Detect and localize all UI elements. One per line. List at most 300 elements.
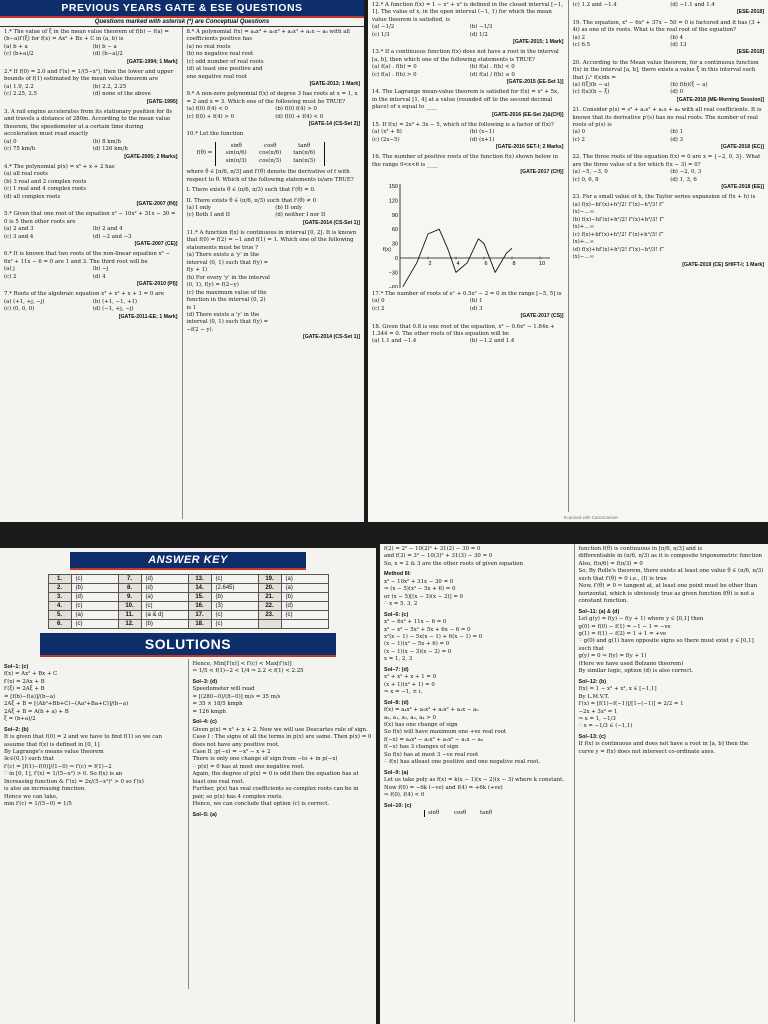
option-item: (b) 8 km/h [92, 138, 121, 145]
answer-value: (c) [211, 575, 258, 584]
exam-tag: [GATE-2005; 2 Marks] [124, 153, 178, 160]
solution-line: f(x) = a₄x⁴ + a₃x³ + a₂x² + a₁x − a₀ [384, 707, 479, 714]
question-options [4, 299, 178, 314]
answer-value: (d) [141, 584, 188, 593]
solution-line: f(x) = Ax² + Bx + C [4, 671, 58, 678]
answer-value: (c) [281, 611, 328, 620]
option-item: (c) odd number of real roots [186, 58, 264, 65]
question-item [4, 164, 178, 208]
answer-number: 2. [48, 584, 71, 593]
option-item: (b) 1 [469, 298, 483, 305]
question-item [573, 154, 765, 191]
option-item: (a) 2 and 3 [4, 226, 34, 233]
solution-line: 2Aξ + B = A(b + a) + B [4, 708, 69, 715]
solution-line: x³ − 6x² + 11x − 6 = 0 [384, 619, 447, 626]
question-item [573, 194, 765, 268]
question-text: 19. The equation, x³ − 6x² + 37x − 50 = 0 is factored and it has (3 + 4i) as one of its roots. What is the real root of the equation? [572, 19, 761, 34]
option-item: (a) 0 [372, 298, 385, 305]
solution-line: Again, the degree of p(x) = 0 is odd then the equation has at least one real root. [192, 771, 359, 785]
solution-line: ∴ x = 5, 3, 2 [384, 601, 418, 608]
solution-heading: Sol–13: (c) [578, 733, 606, 740]
question-text: 4.* The polynomial p(x) = x⁵ + x + 2 has [4, 163, 115, 170]
answer-value: (3) [211, 602, 258, 611]
solution-column-3 [380, 544, 574, 1022]
solution-line: x³ + x² + x + 1 = 0 [384, 674, 437, 681]
solution-line: f(x) = 1 − x² + x³, x ∈ [−1,1] [578, 686, 657, 693]
exam-tag: [GATE-1995] [146, 98, 178, 105]
option-item: (a) −5, −3, 0 [572, 169, 608, 176]
answer-number: 9. [118, 593, 141, 602]
determinant-cell: tan(π/3) [293, 157, 316, 164]
exam-tag: [GATE-2014 (CS-Set 1)] [303, 334, 360, 341]
answer-value: (b) [141, 620, 188, 629]
option-spacer [275, 312, 360, 334]
option-item: (d) none of the above [92, 91, 151, 98]
exam-tag: [GATE-1994; 1 Mark] [127, 58, 178, 65]
question-options [573, 169, 765, 184]
question-column-2 [182, 27, 365, 519]
option-spacer [93, 171, 178, 178]
question-options [372, 64, 564, 79]
question-text: 6.* It is known that two roots of the non-linear equation x³ − 6x² + 11x − 6 = 0 are 1 and 3. The third root will be [4, 251, 170, 265]
answer-number: 23. [258, 611, 281, 620]
y-tick-label: 60 [391, 226, 398, 233]
option-item: (c) 1/3 [372, 31, 390, 38]
option-item: (d) 3 [670, 136, 684, 143]
answer-value [281, 620, 328, 629]
exam-tag: [GATE-14 (CS-Set 2)] [308, 121, 360, 128]
question-item [4, 291, 178, 321]
x-tick-label: 4 [456, 260, 460, 267]
solution-line: (Here we have used Bolzano theorem) [578, 660, 684, 667]
page-title: PREVIOUS YEARS GATE & ESE QUESTIONS [0, 0, 364, 18]
solution-line: x³ − 10x² + 31x − 30 = 0 [384, 578, 454, 585]
option-spacer [275, 275, 360, 290]
option-item: (c) the maximum value of the function in the interval (0, 2) is 1 [186, 289, 267, 311]
solution-line: Let us take poly as f(x) = k(x − 1)(x − 2)(x − 3) where k constant. [384, 777, 565, 784]
option-item: (c) f(0) + f(4) > 0 [186, 113, 235, 120]
option-item: (d) f(0) + f(4) < 0 [275, 113, 324, 120]
question-text: 3. A rail engine accelerates from its stationary position for 8s and travels a distance of 280m. According to the mean value theorem, the speedometer at a certain time during acceleration must read exactly [4, 108, 173, 138]
answer-value: (c) [141, 602, 188, 611]
answer-value: (b) [281, 593, 328, 602]
question-text: 1.* The value of ξ in the mean value theorem of f(b) − f(a) = (b−a)f′(ξ) for f(x) = Ax² + Bx + C in (a, b) is [4, 29, 169, 43]
solution-line: ⇒ x = 1, −1/3 [578, 715, 616, 722]
question-text: 20. According to the Mean value theorem, for a continuous function f(x) in the interval [a, b], there exists a value ξ in this interval such that ∫ₐᵇ f(x)dx = [572, 59, 759, 81]
question-options [4, 226, 178, 241]
exam-tag: [GATE-2007 (CE)] [134, 241, 178, 248]
question-options [4, 84, 178, 99]
solution-line: = 126 kmph [192, 708, 227, 715]
option-spacer [275, 252, 360, 274]
answer-number: 7. [118, 575, 141, 584]
option-item: (b) −2, 0, 3 [670, 169, 702, 176]
option-item: (d) −2 and −3 [92, 233, 132, 240]
answer-value: (c) [211, 611, 258, 620]
option-item: (d) 4 [92, 273, 106, 280]
option-item: (d) 1, 3, 6 [670, 176, 697, 183]
solution-line: = 35 × 18/5 kmph [192, 701, 243, 708]
answer-value: (c) [211, 620, 258, 629]
question-text: 21. Consider p(s) = s³ + a₂s² + a₁s + a₀ with all real coefficients. It is known that its derivative p′(s) has no real roots. The number of real roots of p(s) is [572, 107, 762, 128]
question-item [4, 109, 178, 161]
determinant-cell: cos(π/6) [259, 150, 282, 157]
option-item: (c) (2x−5) [372, 136, 400, 143]
question-options [187, 44, 361, 81]
solution-line: is also an increasing function. [4, 786, 86, 793]
option-item: (a) j [4, 266, 15, 273]
question-text: 8.* A polynomial f(x) = a₄x⁴ + a₃x³ + a₂x² + a₁x − a₀ with all coefficients positive has [186, 29, 350, 43]
question-item [573, 60, 765, 104]
solution-line: g(1) = f(1) − f(2) = 1 + 1 = +ve [578, 630, 667, 637]
option-item: (b) f(b)(ξ − a) [670, 81, 708, 88]
solution-heading: Method III: [384, 571, 411, 578]
solutions-page-right [380, 544, 768, 1024]
solution-line: ∴ f(x) has atleast one positive and one negative real root. [384, 759, 541, 766]
y-tick-label: −60 [388, 284, 398, 288]
option-item: (b) For every 'y' in the interval (0, 1), f(y) = f(2−y) [186, 274, 270, 289]
question-text: 17.* The number of roots of eˣ + 0.5x² − 2 = 0 in the range [−5, 5] is [372, 291, 562, 298]
solution-heading: Sol–11: (a) & (d) [578, 608, 620, 615]
question-options [573, 202, 765, 262]
answer-value: (c) [71, 575, 118, 584]
question-item [4, 29, 178, 66]
solution-line: = [(280−0)/(8−0)] m/s = 35 m/s [192, 693, 281, 700]
question-item [187, 187, 361, 194]
question-text: 16. The number of positive roots of the function f(x) shown below in the range 0<x<6 is ____ [372, 154, 559, 168]
solution-line: It is given that f(0) = 2 and we have to find f(1) so we can assume that f(x) is defined in [0, 1] [4, 734, 162, 748]
solution-line: Hence, Min[f′(x)] < f′(c) < Max[f′(x)] [192, 661, 292, 667]
question-text: 18. Given that 0.8 is one root of the equation, x³ − 0.6x² − 1.84x + 1.344 = 0. The other roots of this equation will be [372, 323, 555, 337]
exam-tag: [ESE-2018] [736, 49, 764, 56]
solution-line: Speedometer will read [192, 686, 255, 693]
option-item: (b) −j [92, 266, 109, 273]
option-item: (b) 3 real and 2 complex roots [4, 178, 87, 185]
exam-tag: [GATE-2015 (EE-Set 1)] [506, 79, 564, 86]
question-item [372, 291, 564, 321]
option-item: (c) Both I and II [186, 212, 230, 219]
solution-line: Let g(y) = f(y) − f(y + 1) where y ∈ [0,1] then [578, 616, 704, 623]
solution-line: function f(θ) is continuous in [π/6, π/3] and is [578, 546, 703, 552]
solution-line: So f(x) will have maximum one +ve real root [384, 729, 506, 736]
answer-number: 12. [118, 620, 141, 629]
exam-tag: [GATE-2007 (IN)] [136, 201, 178, 208]
option-item: (d) all complex roots [4, 193, 61, 200]
option-item: (c) f(a)(b − ξ) [572, 89, 610, 96]
option-item: (b) 4 [670, 34, 684, 41]
answer-row [48, 593, 328, 602]
answer-number: 8. [118, 584, 141, 593]
question-options [372, 129, 564, 144]
solution-line: f(x) has one change of sign [384, 721, 458, 728]
question-column-3 [368, 0, 568, 512]
question-item [573, 20, 765, 57]
answer-number [258, 620, 281, 629]
option-item: (d) at least one positive and one negative real root [186, 66, 263, 80]
determinant-cell: cosθ [264, 142, 277, 149]
question-column-4 [568, 0, 768, 512]
scanner-watermark: Scanned with CamScanner [563, 515, 618, 520]
question-text: 10.* Let the function [186, 131, 244, 138]
option-item: (b) f(x)−hf′(x)+h²/2! f″(x)+h³/3! f‴(x)+…∞ [572, 216, 665, 231]
solution-line: a₀, a₁, a₂, a₃, a₄ > 0 [384, 714, 436, 721]
y-axis-label: f(x) [383, 246, 391, 253]
determinant-block [197, 142, 361, 166]
graph-holder [382, 180, 564, 291]
question-text: 11.* A function f(x) is continuous in interval [0, 2]. It is known that f(0) = f(2) = −1 and f(1) = 1. Which one of the following statements must be true ? [186, 230, 357, 251]
option-spacer [275, 59, 360, 66]
option-item: (b) b − a [92, 43, 117, 50]
x-tick-label: 2 [428, 260, 432, 267]
solution-heading: Sol–12: (b) [578, 678, 607, 685]
solution-column-1 [0, 659, 188, 989]
option-item: (d) 0 [670, 89, 684, 96]
question-item [573, 107, 765, 151]
solution-line: So f(x) has at most 3 −ve real root [384, 751, 479, 758]
option-item: (d) (b−a)/2 [92, 51, 123, 58]
question-item [573, 2, 765, 17]
question-item [187, 91, 361, 128]
solution-line: x = 1, 2, 3 [384, 656, 413, 663]
option-item: (c) 2.25, 2.5 [4, 91, 37, 98]
solution-line: (x − 1)(x − 3)(x − 2) = 0 [384, 648, 452, 655]
answer-number: 16. [188, 602, 211, 611]
option-item: (d) neither I nor II [275, 212, 326, 219]
solution-line: f(−x) has 3 changes of sign [384, 744, 459, 751]
question-item [372, 89, 564, 119]
y-tick-label: 30 [391, 241, 398, 248]
solution-line: ⇒ 1/5 < f(1)−2 < 1/4 ⇒ 2.2 < f(1) < 2.25 [192, 668, 304, 675]
solution-heading: Sol–5: (a) [192, 811, 217, 818]
solution-heading: Sol–9: (a) [384, 769, 409, 776]
question-text: 9.* A non-zero polynomial f(x) of degree 3 has roots at x = 1, x = 2 and x = 3. Which one of the following must be TRUE? [186, 91, 358, 105]
solution-line: Case I : The signs of all the terms in p(x) are same. Then p(x) = 0 does not have any positive root. [192, 734, 372, 748]
question-text: 14. The Lagrange mean-value theorem is satisfied for f(x) = x³ + 5x, in the interval [1, 4] at a value (rounded off to the second decimal place) of x equal to ____ [372, 89, 559, 111]
option-item: (a) I only [186, 204, 211, 211]
solution-line: ⇒ f(0). f(4) < 0 [384, 792, 425, 799]
option-item: (c) 2 [572, 136, 585, 143]
question-text: 23. For a small value of h, the Taylor series expansion of f(x + h) is [572, 194, 756, 201]
option-item: (d) f(a) / f(b) ≤ 0 [469, 71, 515, 78]
exam-tag: [GATE-2014 (CS-Set 1)] [303, 219, 360, 226]
answer-row [48, 602, 328, 611]
question-options [4, 139, 178, 154]
solution-line: Also, f(π/6) = f(π/3) = 0 [578, 560, 643, 567]
option-item: (a) 2 [572, 34, 586, 41]
solution-line: x³ − x² − 5x² + 5x + 6x − 6 = 0 [384, 626, 471, 633]
solution-line: f(−x) = a₄x⁴ − a₃x³ + a₂x² − a₁x − a₀ [384, 736, 483, 743]
option-item: (d) −1.1 and 1.4 [670, 2, 715, 8]
question-page-left [0, 0, 364, 522]
option-item: (d) (x+1) [469, 136, 495, 143]
option-item: (a) b + a [4, 43, 28, 50]
solution-line: −2x + 3x² = 1 [578, 708, 618, 715]
solution-line: Now f(0) = −6k (−ve) and f(4) = +6k (+ve) [384, 784, 503, 791]
solution-line: and f(3) = 3³ − 10(3)² + 31(3) − 30 = 0 [384, 553, 493, 560]
answer-value: (d) [141, 575, 188, 584]
solution-line: g(0) = f(0) − f(1) = −1 − 1 = −ve [578, 623, 671, 630]
solution-heading: Sol–8: (d) [384, 699, 409, 706]
question-item [372, 154, 564, 176]
question-options [4, 44, 178, 59]
option-item: (b) −1/3 [469, 24, 493, 31]
solution-line: f(2) = 2³ − 10(2)² + 31(2) − 30 = 0 [384, 546, 481, 552]
option-item: (a) 0 [4, 138, 17, 145]
determinant-cell: sin(π/6) [225, 150, 247, 157]
option-item: (a) 1.9, 2.2 [4, 83, 34, 90]
question-text: 22. The three roots of the equation f(x) = 0 are x = {−2, 0, 3}. What are the three value of x for which f(x − 3) = 0? [572, 154, 761, 168]
solution-line: 2Aξ + B = [(Ab²+Bb+C)−(Aa²+Ba+C)]/(b−a) [4, 701, 129, 708]
determinant-cell: cos(π/3) [259, 157, 282, 164]
option-item: (a) 0 [572, 129, 586, 136]
solution-line: By Lagrange's means value theorem [4, 748, 104, 755]
answer-number: 15. [188, 593, 211, 602]
option-spacer [275, 290, 360, 312]
solution-column-2 [188, 659, 377, 989]
answer-number: 3. [48, 593, 71, 602]
option-item: (b) (+1, −1, +1) [92, 298, 138, 305]
question-text: 12.* A function f(x) = 1 − x² + x³ is defined in the closed interval [−1, 1]. The value of x, in the open interval (−1, 1) for which the mean value theorem is satisfied, is [372, 2, 563, 23]
solution-heading: Sol–1: (c) [4, 664, 29, 670]
exam-tag: [GATE-2018 (EE)] [721, 184, 764, 191]
option-spacer [93, 186, 178, 193]
exam-tag: [GATE-2018 (EC)] [721, 144, 764, 151]
option-spacer [275, 66, 360, 81]
solution-line: Further, p(x) has real coefficients so complex roots can be in pair, so p(x) has 4 complex roots. [192, 786, 359, 800]
option-item: (d) 1/2 [469, 31, 488, 38]
solution-line: Increasing function & f″(x) = 2x/(5−x²)² > 0 so f′(x) [4, 778, 144, 785]
option-item: (b) 2.2, 2.25 [92, 83, 127, 90]
answer-number: 20. [258, 584, 281, 593]
solution-line: ∴ x = −1/3 ∈ (−1,1) [578, 723, 633, 730]
solution-line: ∵ in [0, 1], f′(x) = 1/(5−x²) > 0. So f(x) is an [4, 771, 123, 778]
x-tick-label: 6 [484, 260, 488, 267]
answer-number: 18. [188, 620, 211, 629]
option-item: (a) f(a) . f(b) = 0 [372, 64, 417, 71]
answer-value: (a & d) [141, 611, 188, 620]
answer-value: (c) [71, 620, 118, 629]
option-item: (b) f(0) f(4) > 0 [275, 106, 317, 113]
solution-heading: Sol–4: (c) [192, 719, 217, 726]
option-spacer [93, 179, 178, 186]
y-tick-label: 90 [391, 212, 398, 219]
answer-value: (b) [211, 593, 258, 602]
question-text: II. There exists θ ∈ (π/6, π/3) such that f′(θ) ≠ 0 [186, 197, 317, 204]
solution-line: Hence, we can conclude that option (c) is correct. [192, 801, 330, 808]
x-tick-label: 8 [512, 260, 516, 267]
option-item: (a) (+1, +j, −j) [4, 298, 45, 305]
solution-line: There is only one change of sign from −to + in p(−x) [192, 756, 338, 763]
answer-row [48, 584, 328, 593]
question-options [372, 298, 564, 313]
determinant-cell: sin(π/3) [225, 157, 247, 164]
solution-line: ξ = (b+a)/2 [4, 716, 36, 723]
option-item: (a) There exists a 'y' in the interval (0, 1) such that f(y) = f(y + 1) [186, 252, 269, 274]
determinant-label: f(θ) = [196, 150, 213, 157]
y-tick-label: 0 [394, 255, 398, 262]
option-item: (d) There exists a 'y' in the interval (0, 1) such that f(y) = −f(2 − y). [186, 312, 269, 333]
option-item: (c) 2 [372, 305, 385, 312]
question-item [372, 2, 564, 46]
solution-line: differentiable in (π/6, π/3) as it is composite trigonometric function [578, 553, 763, 560]
exam-tag: [GATE-2016 (EE-Set 2)&(CH)] [492, 111, 564, 118]
answer-value: (2.645) [211, 584, 258, 593]
answer-number: 22. [258, 602, 281, 611]
option-item: (a) (x³ + 8) [372, 129, 402, 136]
solution-line: ∃c∈(0,1) such that [4, 756, 54, 763]
solution-line: f′(x) = 2Ax + B [4, 678, 45, 685]
exam-tag: [GATE-2015; 1 Mark] [513, 39, 564, 46]
option-item: (b) (x−1) [469, 129, 495, 136]
question-item [4, 211, 178, 248]
option-item: (c) (b+a)/2 [4, 51, 34, 58]
solution-line: So, By Rolle's theorem, there exists at least one value θ ∈ (π/6, π/3) such that f′(θ) = 0 i.e., (I) is true [578, 568, 764, 582]
solution-line: So, x = 2 & 3 are the other roots of given equation [384, 560, 523, 567]
question-column-1 [0, 27, 182, 519]
option-spacer [670, 202, 764, 217]
solution-line: ⇒ x = −1, ± i. [384, 689, 423, 696]
answer-number: 17. [188, 611, 211, 620]
question-options [573, 35, 765, 50]
solution-line: x²(x − 1) − 5x(x − 1) + 6(x − 1) = 0 [384, 633, 483, 640]
question-item [4, 69, 178, 106]
question-options [187, 205, 361, 220]
question-item [372, 324, 564, 346]
question-options [187, 252, 361, 334]
option-spacer [670, 217, 764, 232]
question-text: 15. If f(x) = 2x³ + 3x − 5, which of the following is a factor of f(x)? [372, 121, 554, 128]
exam-tag: [GATE-2010 (PI)] [136, 281, 178, 288]
solution-line: = [f(b)−f(a)]/(b−a) [4, 693, 56, 700]
solution-line: f′(x) = [f(1)−f(−1)]/[1−(−1)] = 2/2 = 1 [578, 701, 684, 708]
answer-number: 6. [48, 620, 71, 629]
option-item: (c) 0, 6, 8 [572, 176, 599, 183]
option-item: (c) 2 [4, 273, 17, 280]
exam-tag: [GATE-2018 (ME-Morning Session)] [677, 96, 764, 103]
question-text: where θ ∈ [π/6, π/3] and f′(θ) denote the derivative of f with respect to θ. Which of the following statements is/are TRUE? [186, 169, 354, 183]
answer-number: 4. [48, 602, 71, 611]
option-item: (c) f(x)+hf′(x)+h²/2! f″(x)+h³/3! f‴(x)+…∞ [572, 231, 664, 246]
answer-row [48, 611, 328, 620]
option-item: (c) 6.5 [572, 41, 591, 48]
question-text: 2.* If f(0) = 2.0 and f′(x) = 1/(5−x²), then the lower and upper bounds of f(1) estimated by the mean value theorem are [4, 68, 174, 83]
question-options [573, 2, 765, 9]
question-text: I. There exists θ ∈ (π/6, π/3) such that f′(θ) = 0. [186, 187, 316, 194]
solution-line: If f(x) is continuous and does not have a root in [a, b] then the curve y = f(x) does not intersect co-ordinate axes. [578, 741, 749, 755]
option-item: (a) all real roots [4, 171, 48, 178]
determinant-cell: tanθ [480, 809, 493, 816]
determinant-cell: tan(π/6) [293, 150, 316, 157]
answer-value: (a) [71, 611, 118, 620]
option-item: (c) 75 km/h [4, 146, 36, 153]
option-spacer [275, 44, 360, 51]
solutions-title: SOLUTIONS [40, 633, 336, 657]
determinant-matrix [215, 142, 325, 166]
answer-number: 13. [188, 575, 211, 584]
option-item: (c) 1 real and 4 complex roots [4, 186, 86, 193]
option-item: (c) 1.2 and −1.4 [572, 2, 617, 8]
answer-key-title: ANSWER KEY [70, 552, 306, 570]
solution-line: Hence we can take, [4, 793, 58, 800]
solution-line: By L.M.V.T. [578, 693, 609, 700]
option-item: (d) f(x)+hf′(x)+h²/2! f″(x)−h³/3! f‴(x)−…∞ [572, 246, 665, 261]
solution-line: Case II :p(−x) = −x⁵ − x + 2 [192, 748, 271, 755]
answer-key-table [48, 574, 329, 629]
answer-number: 21. [258, 593, 281, 602]
solution-heading: Sol–3: (d) [192, 678, 218, 685]
exam-tag: [GATE-2011-EE; 1 Mark] [118, 313, 178, 320]
option-item: (a) f(0) f(4) < 0 [186, 106, 228, 113]
